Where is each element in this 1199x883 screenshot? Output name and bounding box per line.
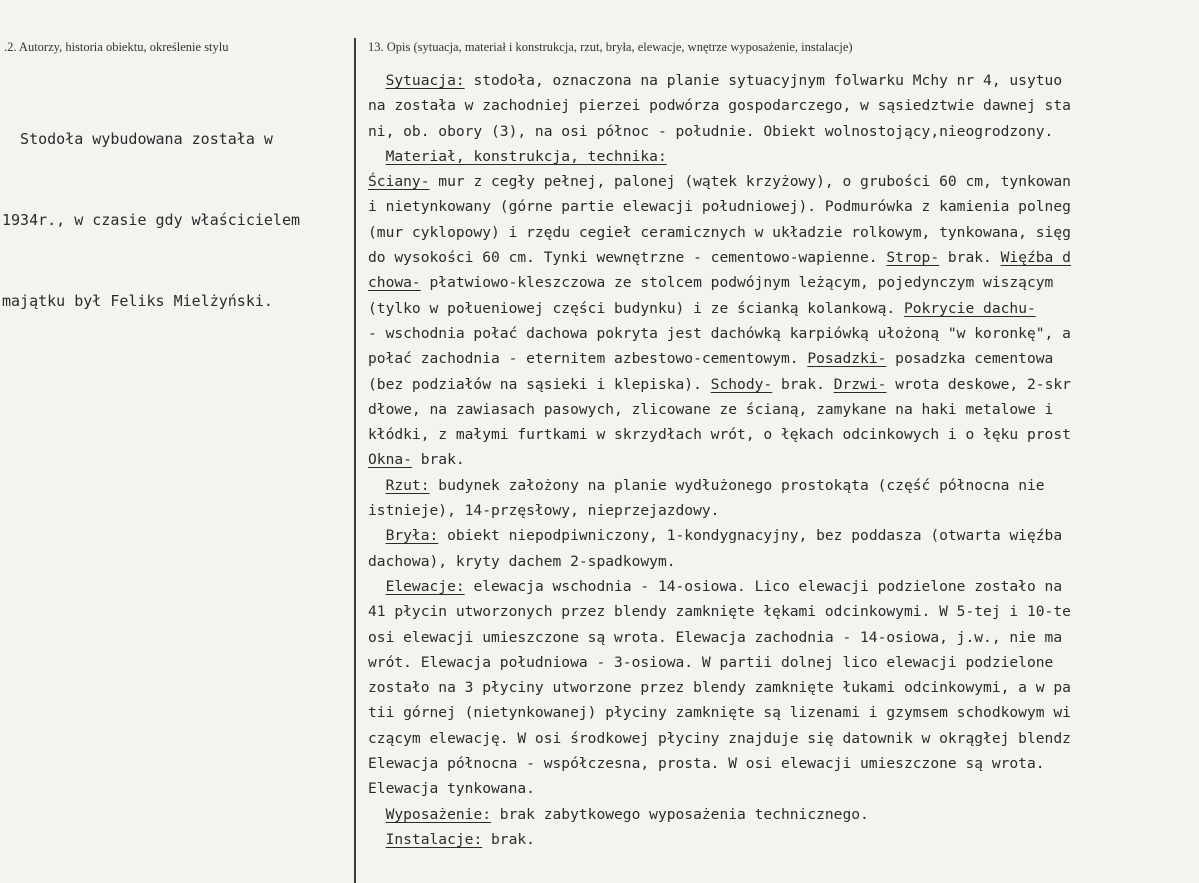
text-run: brak. bbox=[411, 451, 465, 469]
text-run: brak. bbox=[939, 249, 1001, 267]
section-heading: Materiał, konstrukcja, technika: bbox=[385, 147, 667, 165]
description-line bbox=[368, 296, 1194, 321]
description-line bbox=[368, 397, 1194, 422]
text-run: dłowe, na zawiasach pasowych, zlicowane ze ścianą, zamykane na haki metalowe i bbox=[368, 400, 1054, 418]
text-run: tii górnej (nietynkowanej) płyciny zamknięte są lizenami i gzymsem schodkowym wi bbox=[368, 704, 1071, 722]
description-line bbox=[368, 700, 1194, 725]
description-line bbox=[368, 194, 1194, 219]
section-heading: Elewacje: bbox=[385, 577, 465, 595]
description-line bbox=[368, 802, 1194, 827]
section-heading: Schody- bbox=[710, 375, 773, 393]
description-line bbox=[368, 726, 1194, 751]
text-run bbox=[368, 831, 386, 848]
text-run: do wysokości 60 cm. Tynki wewnętrzne - cementowo-wapienne. bbox=[368, 249, 887, 267]
text-run bbox=[368, 806, 386, 823]
text-run: budynek założony na planie wydłużonego prostokąta (część północna nie bbox=[429, 476, 1045, 494]
section-heading: Instalacje: bbox=[385, 830, 483, 848]
description-text bbox=[368, 68, 1194, 852]
description-line bbox=[368, 422, 1194, 447]
description-line bbox=[368, 447, 1194, 472]
description-line bbox=[368, 650, 1194, 675]
text-run bbox=[368, 578, 386, 595]
section-heading: Okna- bbox=[368, 451, 412, 469]
section-heading: Strop- bbox=[886, 249, 940, 267]
text-run: czącym elewację. W osi środkowej płyciny znajduje się datownik w okrągłej blendz bbox=[368, 729, 1071, 747]
text-run: i nietynkowany (górne partie elewacji południowej). Podmurówka z kamienia polneg bbox=[368, 198, 1071, 216]
description-line bbox=[368, 625, 1194, 650]
description-line bbox=[368, 549, 1194, 574]
description-line bbox=[368, 144, 1194, 169]
section-heading: Sytuacja: bbox=[385, 72, 465, 89]
text-run: - wschodnia połać dachowa pokryta jest dachówką karpiówką ułożoną "w koronkę", a bbox=[368, 324, 1071, 342]
text-run: zostało na 3 płyciny utworzone przez blendy zamknięte łukami odcinkowymi, a w pa bbox=[368, 679, 1071, 697]
text-run bbox=[368, 527, 386, 544]
description-line bbox=[368, 599, 1194, 624]
description-line bbox=[368, 346, 1194, 371]
left-line: 1934r., w czasie gdy właścicielem bbox=[2, 211, 301, 229]
section-heading: Pokrycie dachu- bbox=[903, 299, 1036, 317]
section-heading: chowa- bbox=[368, 274, 421, 292]
text-run bbox=[368, 72, 386, 89]
text-run: (mur cyklopowy) i rzędu cegieł ceramicznych w układzie rolkowym, tynkowana, sięg bbox=[368, 223, 1071, 241]
text-run: na została w zachodniej pierzei podwórza gospodarczego, w sąsiedztwie dawnej sta bbox=[368, 97, 1071, 115]
description-line bbox=[368, 675, 1194, 700]
text-run: ni, ob. obory (3), na osi północ - południe. Obiekt wolnostojący,nieogrodzony. bbox=[368, 122, 1054, 140]
description-line bbox=[368, 498, 1194, 523]
section-heading: Posadzki- bbox=[807, 350, 887, 368]
description-line bbox=[368, 776, 1194, 801]
text-run: stodoła, oznaczona na planie sytuacyjnym folwarku Mchy nr 4, usytuo bbox=[464, 72, 1063, 89]
section-heading: Wyposażenie: bbox=[385, 805, 492, 823]
description-line bbox=[368, 68, 1194, 93]
column-divider bbox=[354, 38, 356, 883]
section-heading: Bryła: bbox=[385, 527, 439, 545]
section-heading: Więźba d bbox=[1000, 249, 1071, 267]
text-run bbox=[368, 148, 386, 165]
description-line bbox=[368, 372, 1194, 397]
section-heading: Ściany- bbox=[368, 173, 430, 191]
text-run: posadzka cementowa bbox=[886, 350, 1054, 368]
text-run: obiekt niepodpiwniczony, 1-kondygnacyjny, bez poddasza (otwarta więźba bbox=[438, 527, 1063, 545]
section-12-header: .2. Autorzy, historia obiektu, określenie stylu bbox=[4, 40, 229, 54]
description-line bbox=[368, 119, 1194, 144]
description-line bbox=[368, 270, 1194, 295]
description-line bbox=[368, 473, 1194, 498]
text-run: (tylko w połueniowej części budynku) i ze ścianką kolankową. bbox=[368, 299, 904, 317]
text-run: brak. bbox=[772, 375, 834, 393]
text-run: wrota deskowe, 2-skr bbox=[886, 375, 1071, 393]
section-13-header: 13. Opis (sytuacja, materiał i konstrukcja, rzut, bryła, elewacje, wnętrze wyposażenie, instalacje) bbox=[368, 40, 853, 54]
text-run: wrót. Elewacja południowa - 3-osiowa. W partii dolnej lico elewacji podzielone bbox=[368, 653, 1054, 671]
left-line: majątku był Feliks Mielżyński. bbox=[2, 292, 273, 310]
text-run: Elewacja tynkowana. bbox=[368, 780, 535, 798]
text-run: Elewacja północna - współczesna, prosta. W osi elewacji umieszczone są wrota. bbox=[368, 755, 1045, 773]
text-run: istnieje), 14-przęsłowy, nieprzejazdowy. bbox=[368, 502, 720, 520]
description-line bbox=[368, 574, 1194, 599]
text-run: brak. bbox=[482, 830, 535, 848]
text-run: płatwiowo-kleszczowa ze stolcem podwójnym leżącym, pojedynczym wiszącym bbox=[420, 274, 1054, 292]
text-run: elewacja wschodnia - 14-osiowa. Lico elewacji podzielone zostało na bbox=[464, 577, 1063, 595]
text-run: połać zachodnia - eternitem azbestowo-cementowym. bbox=[368, 350, 808, 368]
description-line bbox=[368, 321, 1194, 346]
text-run bbox=[368, 477, 386, 494]
text-run: brak zabytkowego wyposażenia technicznego. bbox=[491, 805, 869, 823]
description-line bbox=[368, 523, 1194, 548]
text-run: (bez podziałów na sąsieki i klepiska). bbox=[368, 375, 711, 393]
text-run: dachowa), kryty dachem 2-spadkowym. bbox=[368, 552, 676, 570]
description-line bbox=[368, 93, 1194, 118]
left-line: Stodoła wybudowana została w bbox=[2, 130, 273, 148]
description-line bbox=[368, 169, 1194, 194]
text-run: osi elewacji umieszczone są wrota. Elewacja zachodnia - 14-osiowa, j.w., nie ma bbox=[368, 628, 1063, 646]
description-line bbox=[368, 245, 1194, 270]
section-heading: Rzut: bbox=[385, 476, 430, 494]
description-line bbox=[368, 220, 1194, 245]
description-line bbox=[368, 827, 1194, 852]
text-run: mur z cegły pełnej, palonej (wątek krzyżowy), o grubości 60 cm, tynkowan bbox=[429, 173, 1071, 191]
description-line bbox=[368, 751, 1194, 776]
text-run: 41 płycin utworzonych przez blendy zamknięte łękami odcinkowymi. W 5-tej i 10-te bbox=[368, 603, 1071, 621]
text-run: kłódki, z małymi furtkami w skrzydłach wrót, o łękach odcinkowych i o łęku prost bbox=[368, 426, 1071, 444]
authors-history-text bbox=[2, 72, 347, 369]
section-heading: Drzwi- bbox=[833, 375, 887, 393]
